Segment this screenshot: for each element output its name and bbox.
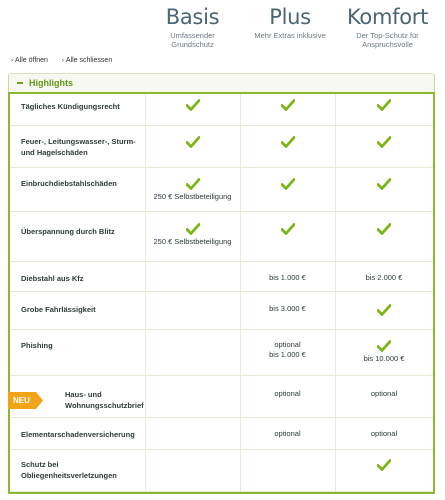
feature-label-line: Grobe Fahrlässigkeit xyxy=(21,305,96,314)
cell-value: optional xyxy=(370,389,398,398)
feature-label[interactable] xyxy=(21,273,145,284)
open-all-link[interactable] xyxy=(11,57,54,64)
plan-cell xyxy=(146,178,240,202)
plan-cell xyxy=(241,178,335,192)
feature-label[interactable] xyxy=(21,429,145,440)
checkmark-icon xyxy=(377,340,391,352)
checkmark-icon xyxy=(281,178,295,190)
feature-label[interactable] xyxy=(65,389,145,411)
plan-name: Basis xyxy=(165,5,220,29)
feature-label[interactable] xyxy=(21,136,145,158)
chevron-right-icon: › xyxy=(11,58,13,64)
section-title: Highlights xyxy=(29,78,73,88)
cell-value: 250 € Selbstbeteiligung xyxy=(153,237,232,246)
new-badge-label: NEU xyxy=(13,396,30,405)
checkmark-icon xyxy=(186,136,200,148)
close-all-label: Alle schliessen xyxy=(65,57,113,64)
plan-cell xyxy=(337,178,431,192)
plan-cell xyxy=(241,340,335,360)
feature-label-line: Feuer-, Leitungswasser-, Sturm- xyxy=(21,137,136,146)
feature-label[interactable] xyxy=(21,459,145,481)
checkmark-icon xyxy=(377,178,391,190)
plan-subtitle-line: Der Top-Schutz für xyxy=(356,31,419,40)
checkmark-icon xyxy=(186,178,200,190)
plan-cell xyxy=(241,223,335,237)
cell-value: bis 3.000 € xyxy=(269,304,306,313)
cell-value: optional xyxy=(370,429,398,438)
plan-cell xyxy=(146,223,240,247)
cell-value: optional xyxy=(274,389,301,398)
plan-cell xyxy=(337,389,431,399)
plan-cell xyxy=(241,389,335,399)
feature-label-line: Elementarschadenversicherung xyxy=(21,430,135,439)
plan-cell xyxy=(241,136,335,150)
feature-label[interactable] xyxy=(21,101,145,112)
feature-label-line: Überspannung durch Blitz xyxy=(21,227,115,236)
plan-subtitle-line: Grundschutz xyxy=(171,40,214,49)
plan-name: Komfort xyxy=(346,5,429,29)
plan-header-plus xyxy=(245,6,335,40)
cell-value: 250 € Selbstbeteiligung xyxy=(153,192,232,201)
checkmark-icon xyxy=(377,99,391,111)
plan-cell xyxy=(241,99,335,113)
checkmark-icon xyxy=(186,223,200,235)
plan-cell xyxy=(241,273,335,283)
plan-cell xyxy=(337,304,431,318)
plan-cell xyxy=(337,99,431,113)
feature-label-line: Wohnungsschutzbrief xyxy=(65,401,144,410)
feature-label[interactable] xyxy=(21,178,145,189)
checkmark-icon xyxy=(281,99,295,111)
plan-cell xyxy=(146,136,240,150)
feature-label[interactable] xyxy=(21,226,145,237)
checkmark-icon xyxy=(377,304,391,316)
plan-cell xyxy=(146,99,240,113)
feature-label-line: Phishing xyxy=(21,341,53,350)
checkmark-icon xyxy=(281,223,295,235)
plan-subtitle-line: Anspruchsvolle xyxy=(362,40,413,49)
highlight-border-bottom xyxy=(8,492,435,494)
plan-cell xyxy=(337,273,431,283)
feature-label-line: Einbruchdiebstahlschäden xyxy=(21,179,117,188)
cell-value: bis 10.000 € xyxy=(363,354,405,363)
checkmark-icon xyxy=(377,223,391,235)
expand-collapse-toggles xyxy=(11,57,124,64)
cell-value: optional xyxy=(274,340,301,349)
chevron-right-icon: › xyxy=(61,58,64,64)
cell-value: bis 1.000 € xyxy=(269,273,306,282)
checkmark-icon xyxy=(281,136,295,148)
plan-cell xyxy=(241,429,335,439)
feature-label-line: Schutz bei xyxy=(21,460,59,469)
feature-label-line: Tägliches Kündigungsrecht xyxy=(21,102,120,111)
plan-cell xyxy=(337,223,431,237)
plan-cell xyxy=(337,340,431,364)
open-all-label: Alle öffnen xyxy=(15,57,48,64)
checkmark-icon xyxy=(377,136,391,148)
feature-label-line: Haus- und xyxy=(65,390,102,399)
plan-name: Plus xyxy=(269,5,311,29)
feature-label-line: Obliegenheitsverletzungen xyxy=(21,471,117,480)
feature-label-line: Diebstahl aus Kfz xyxy=(21,274,84,283)
checkmark-icon xyxy=(186,99,200,111)
plan-subtitle-line: Umfassender xyxy=(170,31,215,40)
checkmark-icon xyxy=(377,459,391,471)
plan-subtitle-line: Mehr Extras inklusive xyxy=(254,31,326,40)
plan-cell xyxy=(337,136,431,150)
plan-header-basis xyxy=(150,6,235,49)
feature-label[interactable] xyxy=(21,340,145,351)
plan-header-komfort xyxy=(340,6,435,49)
plan-cell xyxy=(337,429,431,439)
close-all-link[interactable] xyxy=(62,57,118,64)
cell-value: bis 2.000 € xyxy=(365,273,403,282)
plan-cell xyxy=(241,304,335,314)
plan-cell xyxy=(337,459,431,473)
feature-label-line: und Hagelschäden xyxy=(21,148,88,157)
section-header-highlights[interactable] xyxy=(9,74,434,94)
cell-value: optional xyxy=(274,429,301,438)
highlight-border-right xyxy=(433,92,435,494)
collapse-minus-icon xyxy=(17,82,23,84)
feature-label[interactable] xyxy=(21,304,145,315)
cell-value: bis 1.000 € xyxy=(269,350,306,359)
